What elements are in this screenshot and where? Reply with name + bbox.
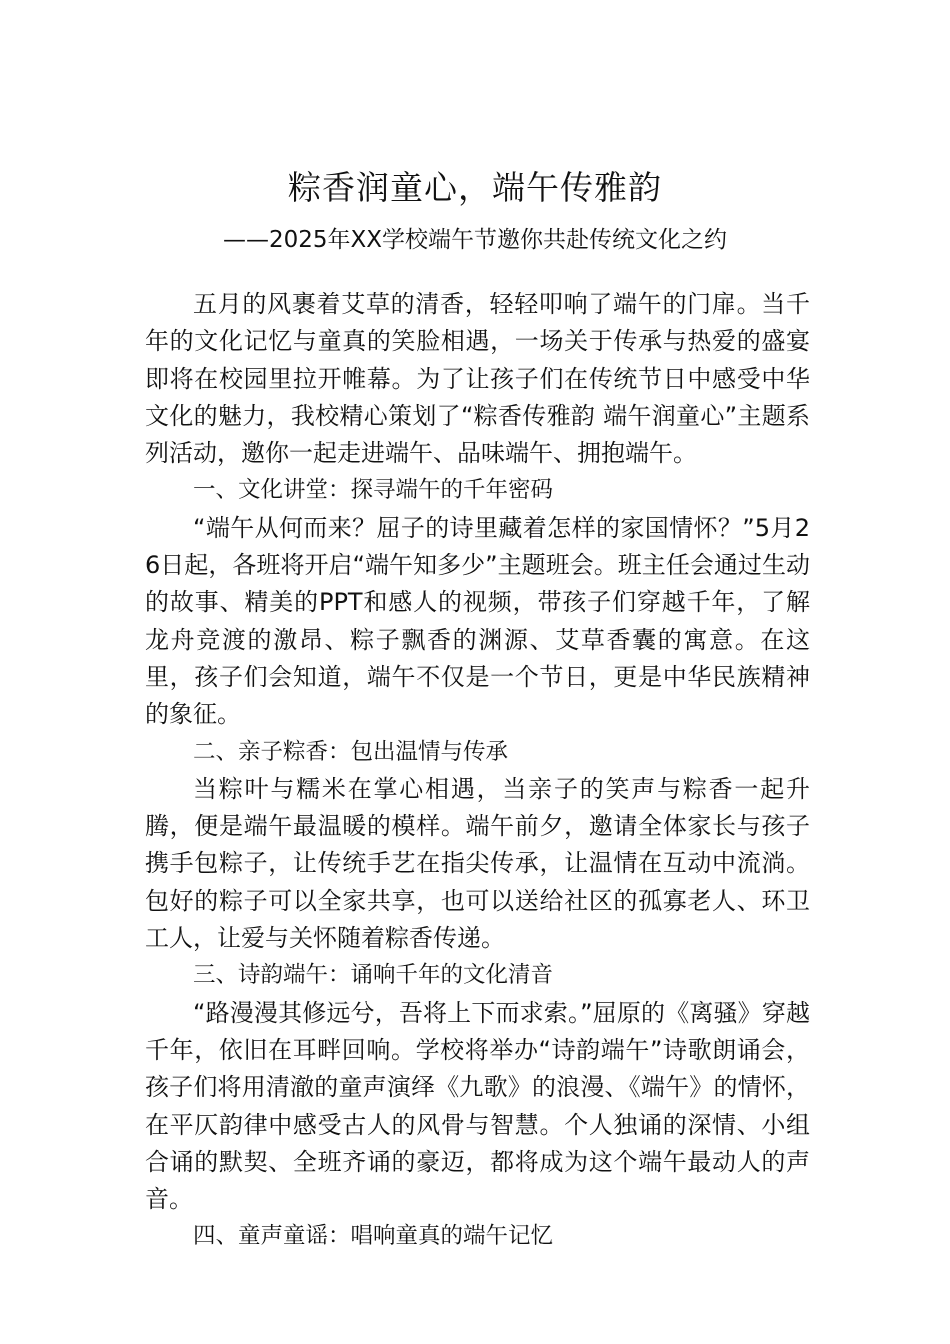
section-1-paragraph: “端午从何而来？屈子的诗里藏着怎样的家国情怀？”5月26日起，各班将开启“端午知多少”主题班会。班主任会通过生动的故事、精美的PPT和感人的视频，带孩子们穿越千年，了解龙舟竞渡的激昂、粽子飘香的渊源、艾草香囊的寓意。在这里，孩子们会知道，端午不仅是一个节日，更是中华民族精神的象征。 [145, 513, 810, 729]
section-heading-1: 一、文化讲堂：探寻端午的千年密码 [193, 477, 554, 504]
section-heading-3: 三、诗韵端午：诵响千年的文化清音 [193, 962, 554, 989]
section-heading-4: 四、童声童谣：唱响童真的端午记忆 [193, 1223, 554, 1250]
document-body [145, 286, 810, 1256]
section-3-paragraph: “路漫漫其修远兮，吾将上下而求索。”屈原的《离骚》穿越千年，依旧在耳畔回响。学校将举办“诗韵端午”诗歌朗诵会，孩子们将用清澈的童声演绎《九歌》的浪漫、《端午》的情怀，在平仄韵律中感受古人的风骨与智慧。个人独诵的深情、小组合诵的默契、全班齐诵的豪迈，都将成为这个端午最动人的声音。 [145, 998, 810, 1214]
section-2-paragraph: 当粽叶与糯米在掌心相遇，当亲子的笑声与粽香一起升腾，便是端午最温暖的模样。端午前夕，邀请全体家长与孩子携手包粽子，让传统手艺在指尖传承，让温情在互动中流淌。包好的粽子可以全家共享，也可以送给社区的孤寡老人、环卫工人，让爱与关怀随着粽香传递。 [145, 774, 810, 953]
intro-paragraph: 五月的风裹着艾草的清香，轻轻叩响了端午的门扉。当千年的文化记忆与童真的笑脸相遇，一场关于传承与热爱的盛宴即将在校园里拉开帷幕。为了让孩子们在传统节日中感受中华文化的魅力，我校精心策划了“粽香传雅韵 端午润童心”主题系列活动，邀你一起走进端午、品味端午、拥抱端午。 [145, 290, 810, 468]
section-heading-2: 二、亲子粽香：包出温情与传承 [193, 738, 509, 765]
document-subtitle: ——2025年XX学校端午节邀你共赴传统文化之约 [222, 227, 728, 253]
document-title: 粽香润童心，端午传雅韵 [288, 168, 662, 207]
